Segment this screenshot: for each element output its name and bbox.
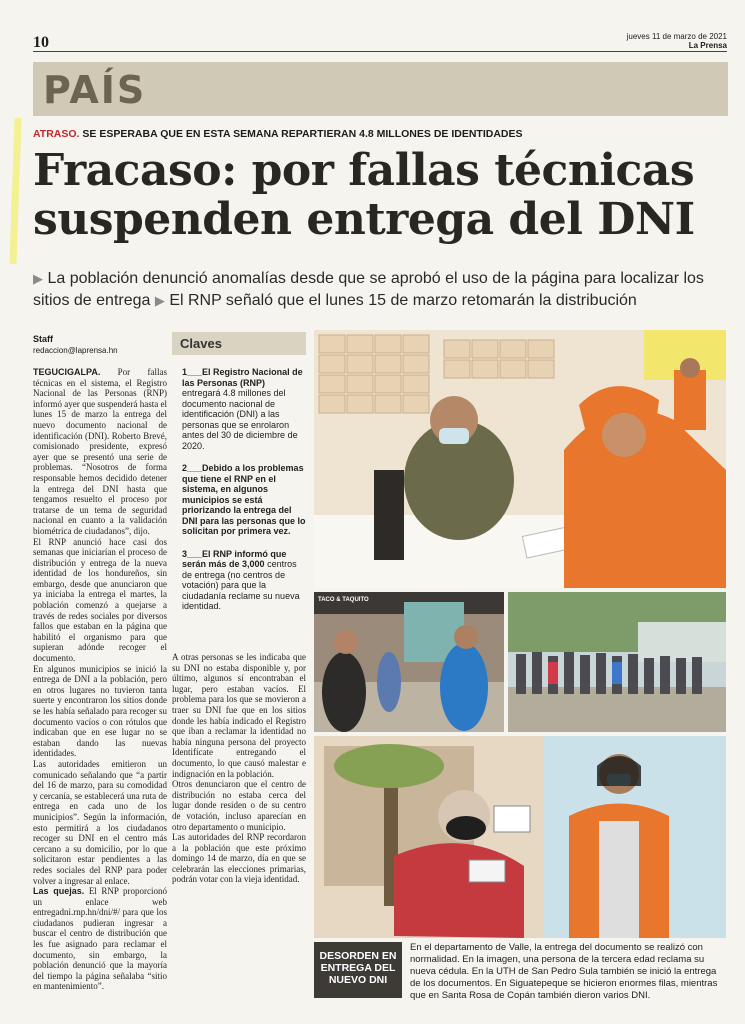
paragraph: Otros denunciaron que el centro de distribución no estaba cerca del lugar donde residen o de su centro de votación, incluso aparecían en otro departamento o municipio. — [172, 779, 306, 832]
byline-email: redaccion@laprensa.hn — [33, 346, 118, 355]
clave-item: 3___El RNP informó que serán más de 3,000 centros de entrega (no centros de votación) para que la ciudadanía reclame su nueva identidad. — [182, 548, 300, 611]
photo-crowd-outside — [508, 592, 726, 732]
claves-title: Claves — [172, 332, 306, 355]
triangle-icon: ▶ — [154, 293, 165, 308]
subhead-quejas: Las quejas. — [33, 886, 85, 897]
clave-item: 1___El Registro Nacional de las Personas (RNP) entregará 4.8 millones del documento nacional de identificación (DNI) a las personas que se enrolaron antes del 30 de diciembre de 2020. — [182, 367, 303, 451]
deck — [33, 268, 723, 312]
deck-line-2: El RNP señaló que el lunes 15 de marzo retomarán la distribución — [169, 292, 637, 309]
store-sign: TACO & TAQUITO — [318, 597, 369, 603]
header-rule — [33, 51, 727, 52]
page-date: jueves 11 de marzo de 2021 — [626, 32, 727, 41]
page-number: 10 — [33, 34, 49, 51]
masthead: La Prensa — [688, 41, 727, 50]
kicker-text: SE ESPERABA QUE EN ESTA SEMANA REPARTIERAN 4.8 MILLONES DE IDENTIDADES — [82, 128, 523, 140]
photo-store-line — [314, 592, 504, 732]
highlighter-mark — [9, 118, 21, 264]
caption-text: En el departamento de Valle, la entrega del documento se realizó con normalidad. En la imagen, una persona de la tercera edad reclama su nueva cédula. En la UTH de San Pedro Sula también se inició la entrega de los documentos. En Siguatepeque se hicieron enormes filas, mientras que en Santa Rosa de Copán también dieron varios DNI. — [410, 942, 718, 1001]
article-column-2 — [172, 652, 306, 1002]
caption-label: DESORDEN EN ENTREGA DEL NUEVO DNI — [314, 942, 402, 998]
triangle-icon: ▶ — [33, 271, 43, 286]
section-title: PAÍS — [43, 68, 147, 112]
headline: Fracaso: por fallas técnicas suspenden entrega del DNI — [33, 145, 695, 245]
byline: Staff — [33, 334, 53, 344]
claves-sidebar — [172, 332, 306, 612]
clave-item: 2___Debido a los problemas que tiene el RNP en el sistema, en algunos municipios se está priorizando la entrega del DNI para las personas que lo solicitan por primera vez. — [182, 463, 306, 536]
paragraph: A otras personas se les indicaba que su DNI no estaba disponible y, por último, algunos sí encontraban el lugar, pero estaban vacíos. El problema para los que se movieron a traer su DNI fue que en los sitios donde les había indicado el Registro que iban a reclamar la identidad no había ninguna persona del proyecto Identifícate entregando el documento, lo que causó malestar e indignación en la población. — [172, 652, 306, 779]
deck-line-1: La población denunció anomalías desde que se aprobó el uso de la página para localizar los sitios de entrega — [33, 270, 704, 309]
photo-distribution-desk — [314, 330, 726, 588]
dateline: TEGUCIGALPA. — [33, 367, 101, 377]
paragraph: En algunos municipios se inició la entrega de DNI a la población, pero en otros lugares no tuvieron tanta suerte y encontraron los sitios donde se les había señalado para recoger su documento vacíos o con rótulos que indicaban que en ese lugar no se estaban dando las nuevas identidades. — [33, 663, 167, 759]
paragraph: Por fallas técnicas en el sistema, el Registro Nacional de las Personas (RNP) informó ayer que suspenderá hasta el lunes 15 de marzo la entrega del nuevo documento nacional de identificación (DNI). Roberto Brevé, comisionado presidente, expresó ayer que se presentó una serie de problemas. “Nosotros de forma responsable hemos decidido detener la entrega del DNI hasta que tengamos resuelto el proceso por tratarse de un tema de seguridad nacional en cuanto a la validación biométrica de ciudadanos”, dijo. — [33, 367, 167, 536]
kicker-tag: ATRASO. — [33, 128, 80, 140]
paragraph: Las autoridades del RNP recordaron a la población que este próximo domingo 14 de marzo, día en que se celebrarán las elecciones primarias, podrán votar con la vieja identidad. — [172, 832, 306, 885]
section-banner — [33, 62, 728, 116]
kicker — [33, 128, 523, 140]
photo-id-receiver — [314, 736, 726, 938]
paragraph: El RNP proporcionó un enlace web entregadni.rnp.hn/dni/#/ para que los ciudadanos pudieran ingresar a buscar el centro de distribución que les fue asignado para reclamar el documento, sin embargo, la población denunció que la mayoría del tiempo la página señalaba “sitio en mantenimiento”. — [33, 886, 167, 992]
paragraph: Las autoridades emitieron un comunicado señalando que “a partir del 16 de marzo, para su comodidad y cercanía, se establecerá una ruta de entrega en cada uno de los municipios”. Según la información, esto permitirá a los ciudadanos recoger su DNI en el centro más cercano a su domicilio, por lo que solicitaron estar pendientes a las redes sociales del RNP para poder volver a ingresar al enlace. — [33, 758, 167, 886]
page-header — [0, 0, 745, 50]
article-column-1 — [33, 367, 167, 1019]
paragraph: El RNP anunció hace casi dos semanas que iniciarían el proceso de distribución y entrega de la nueva identidad de los hondureños, sin embargo, desde que anunciaron que ya iniciaba la entrega el martes, la población comenzó a quejarse a través de redes sociales por diversos fallos que estaban en la página que habilitó el organismo para que supieran adónde recoger el documento. — [33, 536, 167, 664]
